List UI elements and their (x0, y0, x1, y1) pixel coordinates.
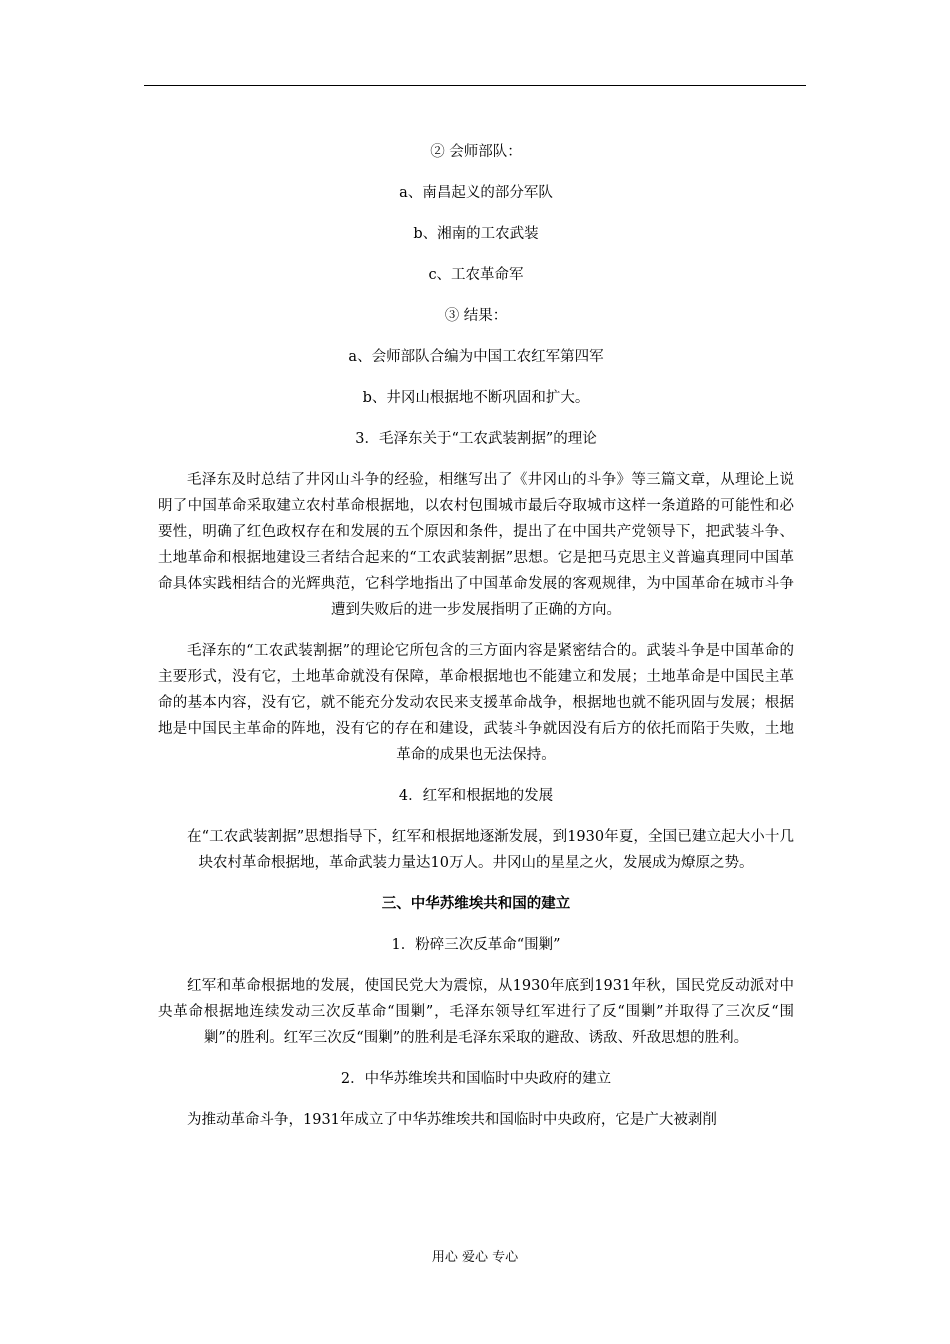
line-jinggangshan: b、井冈山根据地不断巩固和扩大。 (362, 390, 590, 406)
paragraph-three-aspects: 毛泽东的“工农武装割据”的理论它所包含的三方面内容是紧密结合的。武装斗争是中国革命的主要形式，没有它，土地革命就没有保障，革命根据地也不能建立和发展；土地革命是中国民主革命的基本内容，没有它，就不能充分发动农民来支援革命战争，根据地也就不能巩固与发展；根据地是中国民主革命的阵地，没有它的存在和建设，武装斗争就因没有后方的依托而陷于失败，土地革命的成果也无法保持。 (158, 643, 794, 763)
paragraph-development: 在“工农武装割据”思想指导下，红军和根据地逐渐发展，到1930年夏，全国已建立起大小十几块农村革命根据地，革命武装力量达10万人。井冈山的星星之火，发展成为燎原之势。 (187, 829, 794, 871)
line-fourth-army: a、会师部队合编为中国工农红军第四军 (348, 349, 604, 365)
line-xiangnan: b、湘南的工农武装 (413, 226, 539, 242)
header-rule (144, 85, 806, 86)
paragraph-provisional-government: 为推动革命斗争，1931年成立了中华苏维埃共和国临时中央政府，它是广大被剥削 (187, 1112, 717, 1128)
section-heading-soviet-republic: 三、中华苏维埃共和国的建立 (381, 896, 571, 912)
heading-theory: 3．毛泽东关于“工农武装割据”的理论 (355, 431, 597, 447)
line-result: ③ 结果： (444, 308, 508, 324)
line-division-troops: ② 会师部队： (430, 144, 522, 160)
document-body (158, 139, 794, 1133)
line-revolutionary-army: c、工农革命军 (428, 267, 524, 283)
paragraph-anti-encirclement: 红军和革命根据地的发展，使国民党大为震惊，从1930年底到1931年秋，国民党反动派对中央革命根据地连续发动三次反革命“围剿”，毛泽东领导红军进行了反“围剿”并取得了三次反“围剿”的胜利。红军三次反“围剿”的胜利是毛泽东采取的避敌、诱敌、歼敌思想的胜利。 (158, 978, 794, 1046)
line-nanchang: a、南昌起义的部分军队 (399, 185, 553, 201)
page-footer: 用心 爱心 专心 (431, 1250, 519, 1265)
heading-development: 4．红军和根据地的发展 (398, 788, 554, 804)
heading-provisional-government: 2．中华苏维埃共和国临时中央政府的建立 (340, 1071, 612, 1087)
heading-anti-encirclement: 1．粉碎三次反革命“围剿” (391, 937, 561, 953)
paragraph-theory: 毛泽东及时总结了井冈山斗争的经验，相继写出了《井冈山的斗争》等三篇文章，从理论上说明了中国革命采取建立农村革命根据地，以农村包围城市最后夺取城市这样一条道路的可能性和必要性，明确了红色政权存在和发展的五个原因和条件，提出了在中国共产党领导下，把武装斗争、土地革命和根据地建设三者结合起来的“工农武装割据”思想。它是把马克思主义普遍真理同中国革命具体实践相结合的光辉典范，它科学地指出了中国革命发展的客观规律，为中国革命在城市斗争遭到失败后的进一步发展指明了正确的方向。 (158, 472, 794, 618)
